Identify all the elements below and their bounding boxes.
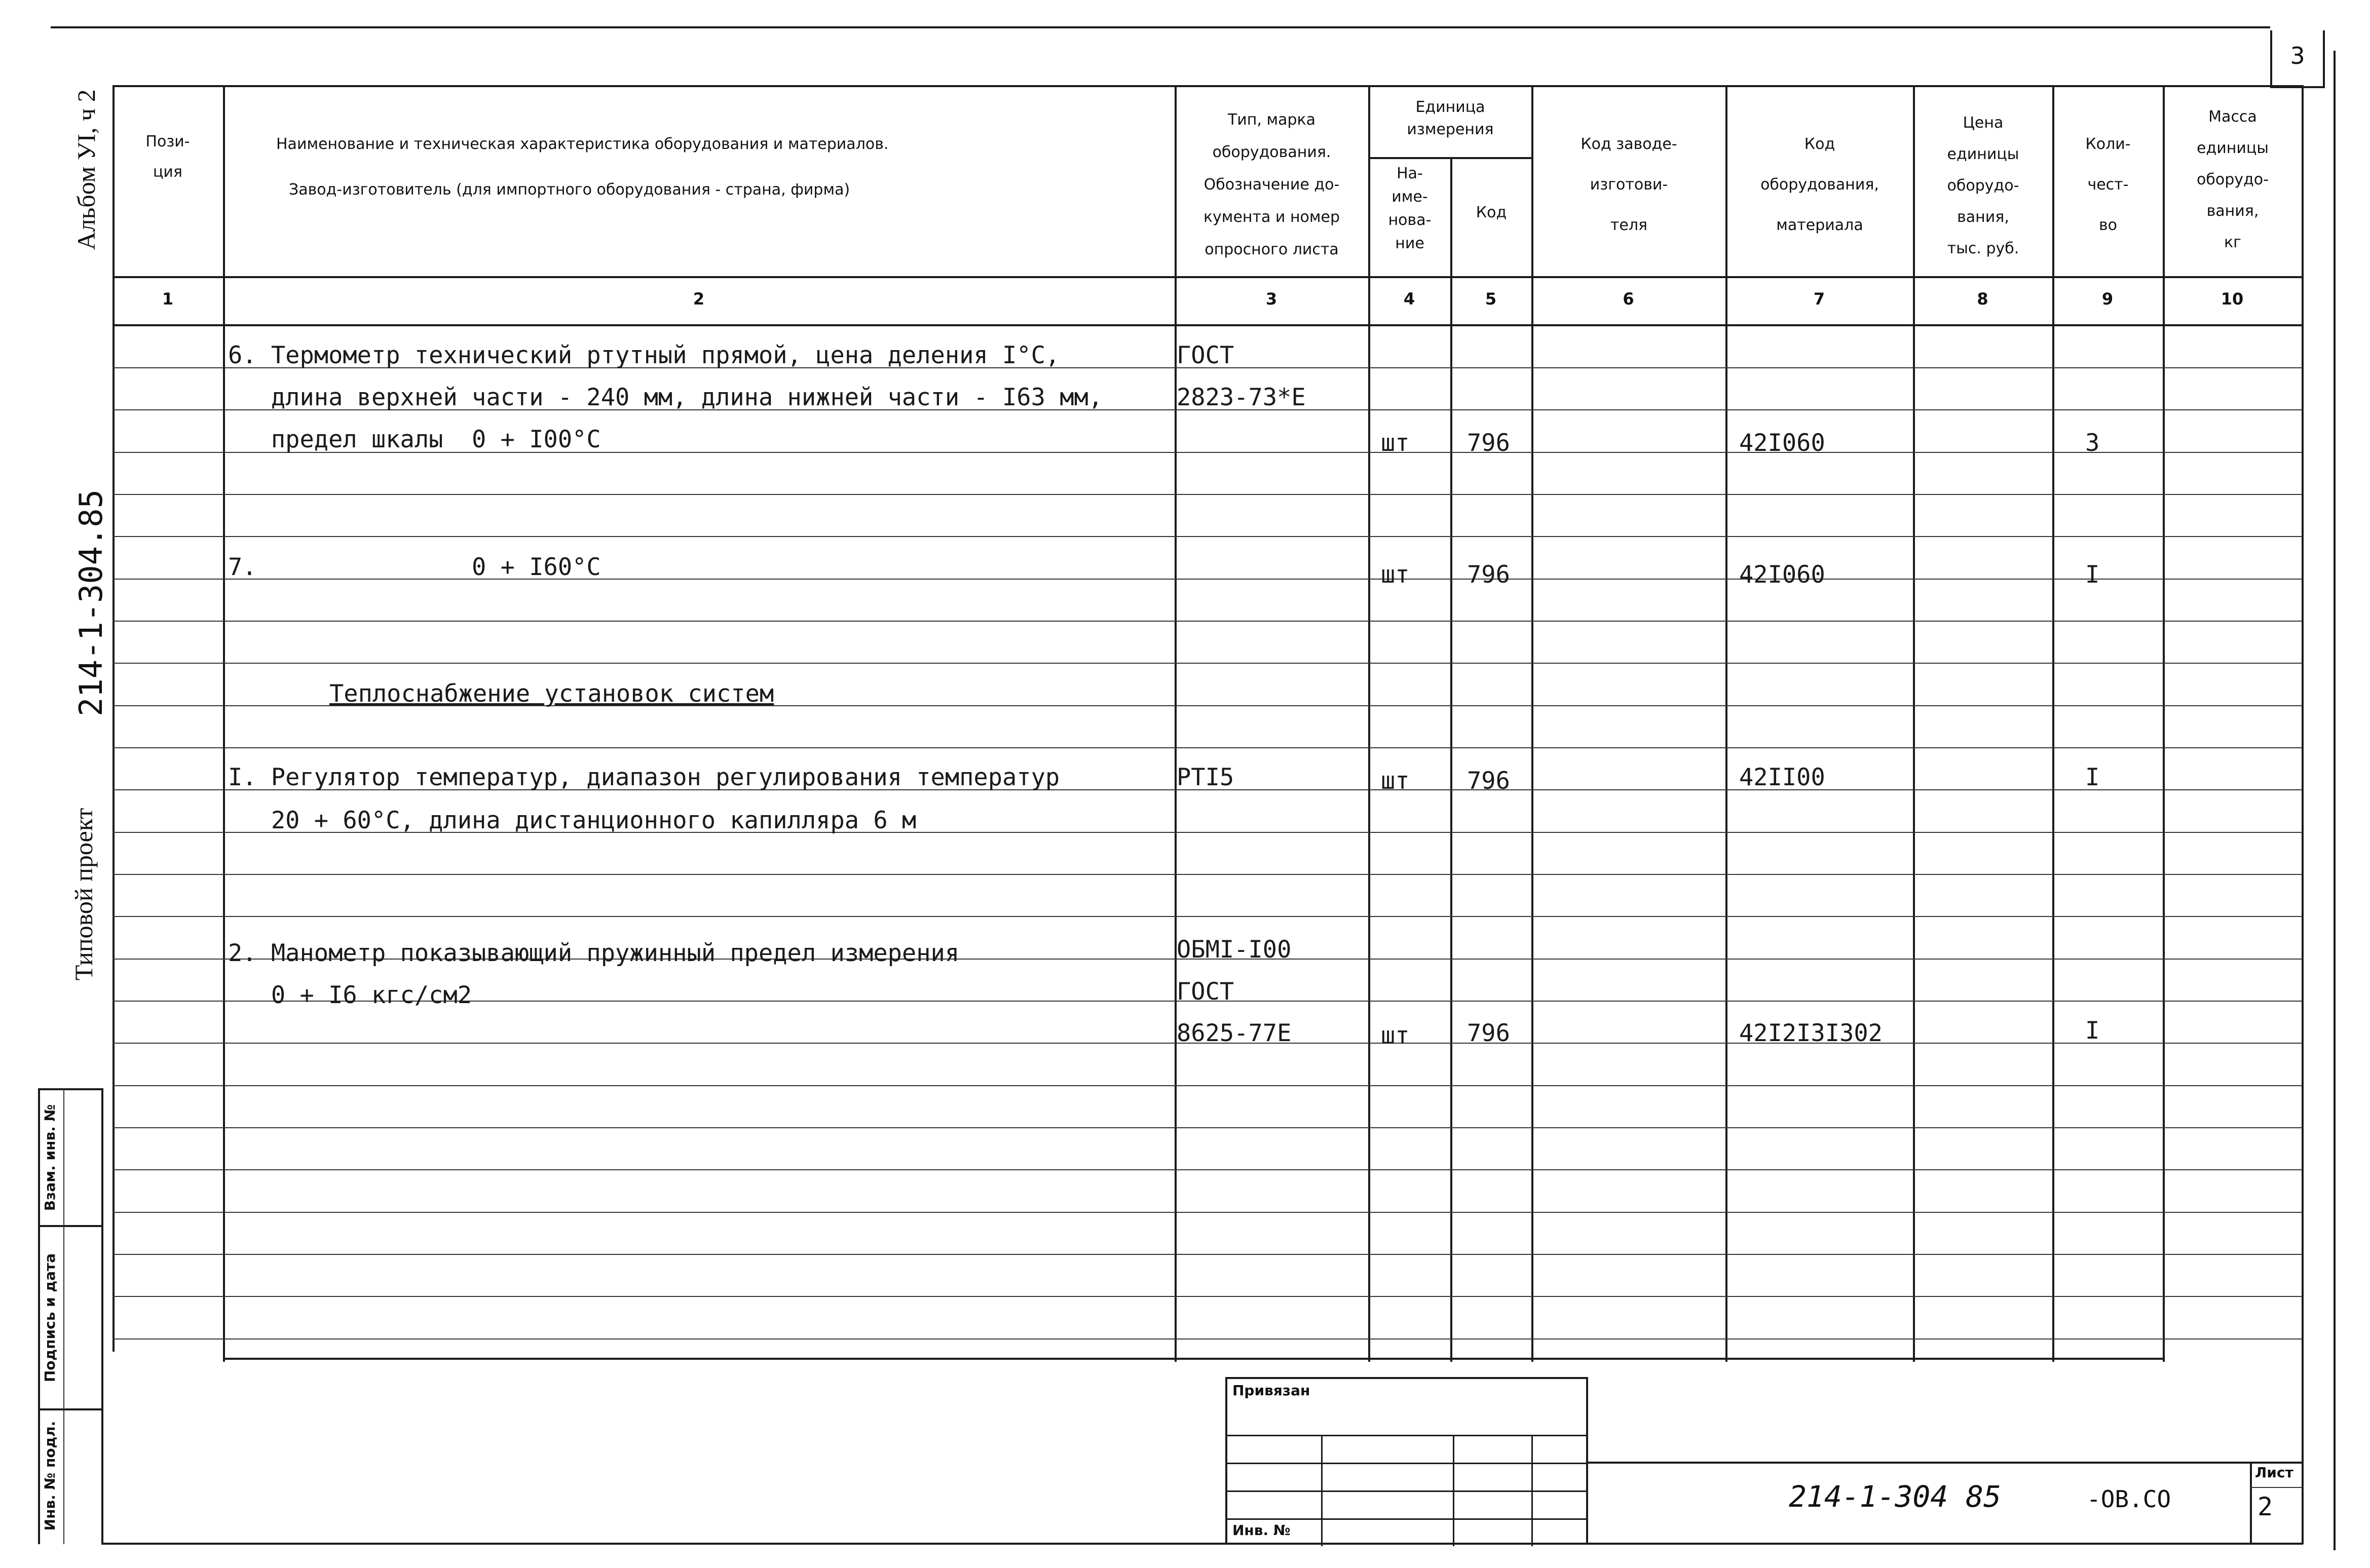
stamp-top xyxy=(38,1088,101,1090)
frame-right xyxy=(2302,85,2304,1544)
row-quantity: I xyxy=(2085,1017,2100,1045)
top-rule xyxy=(51,26,2270,28)
column-number: 4 xyxy=(1403,289,1415,309)
inv-label: Инв. № xyxy=(1232,1522,1291,1539)
header-mass: Масса единицы оборудо- вания, кг xyxy=(2197,108,2269,251)
stamp-left-edge xyxy=(38,1088,40,1544)
sheet-label: Лист xyxy=(2255,1464,2293,1481)
row-equipment-code: 42II00 xyxy=(1739,763,1825,791)
sheet-label-rule xyxy=(2250,1487,2302,1488)
header-unit-group: Единица измерения xyxy=(1407,98,1494,138)
header-name-line2: Завод-изготовитель (для импортного оборудования - страна, фирма) xyxy=(289,181,850,199)
header-position: Пози- ция xyxy=(145,133,190,181)
outer-right-rule xyxy=(2334,51,2336,1550)
header-unit-code: Код xyxy=(1476,204,1507,221)
row-name: 2. Манометр показывающий пружинный предел измерения xyxy=(228,939,960,967)
doc-suffix: -ОВ.СО xyxy=(2087,1485,2171,1513)
row-name: длина верхней части - 240 мм, длина нижней части - I63 мм, xyxy=(228,384,1103,411)
row-quantity: I xyxy=(2085,561,2100,589)
row-equipment-code: 42I060 xyxy=(1739,429,1825,457)
column-number: 8 xyxy=(1977,289,1988,309)
row-name: 6. Термометр технический ртутный прямой, цена деления I°С, xyxy=(228,341,1060,369)
header-equipment-code: Код оборудования, материала xyxy=(1760,135,1879,234)
row-unit: шт xyxy=(1381,561,1410,589)
column-number: 10 xyxy=(2221,289,2244,309)
bound-label: Привязан xyxy=(1232,1382,1310,1399)
header-type: Тип, марка оборудования. Обозначение до- кумента и номер опросного листа xyxy=(1203,111,1340,258)
row-name: I. Регулятор температур, диапазон регулирования температур xyxy=(228,763,1060,791)
row-doc: PTI5 xyxy=(1177,763,1234,791)
header-name-line1: Наименование и техническая характеристика оборудования и материалов. xyxy=(276,135,889,153)
stamp-replace-inv: Взам. инв. № xyxy=(42,1104,58,1211)
section-heading: Теплоснабжение установок систем xyxy=(329,680,774,708)
stamp-orig-inv: Инв. № подл. xyxy=(42,1421,58,1531)
header-quantity: Коли- чест- во xyxy=(2085,135,2131,234)
column-number: 9 xyxy=(2101,289,2114,309)
row-doc: ГОСТ xyxy=(1177,341,1234,369)
row-equipment-code: 42I060 xyxy=(1739,561,1825,589)
row-unit: шт xyxy=(1381,1022,1410,1050)
bound-stamp xyxy=(1225,1377,1588,1543)
col-divider-4 xyxy=(1450,157,1452,1362)
project-type-label: Типовой проект xyxy=(69,808,98,981)
row-doc: ГОСТ xyxy=(1177,978,1234,1006)
table-bottom-rule xyxy=(223,1358,2164,1360)
stamp-right-edge xyxy=(101,1088,103,1544)
row-doc: ОБМI-I00 xyxy=(1177,936,1292,964)
column-number: 1 xyxy=(162,289,174,309)
frame-left xyxy=(112,85,115,1352)
row-unit-code: 796 xyxy=(1467,429,1510,457)
stamp-inner-line xyxy=(63,1088,64,1544)
row-quantity: 3 xyxy=(2085,429,2100,457)
row-equipment-code: 42I2I3I302 xyxy=(1739,1019,1883,1047)
sheet-cell-divider xyxy=(2250,1462,2252,1543)
row-doc: 2823-73*Е xyxy=(1177,384,1306,411)
column-number: 2 xyxy=(693,289,705,309)
row-unit-code: 796 xyxy=(1467,561,1510,589)
header-bottom-rule xyxy=(112,276,2302,278)
row-doc: 8625-77Е xyxy=(1177,1019,1292,1047)
column-number: 3 xyxy=(1265,289,1277,309)
row-name: 0 + I6 кгс/см2 xyxy=(228,981,472,1009)
corner-sheet-number: 3 xyxy=(2290,42,2305,69)
row-unit: шт xyxy=(1381,767,1410,795)
row-quantity: I xyxy=(2085,763,2100,791)
header-price: Цена единицы оборудо- вания, тыс. руб. xyxy=(1947,114,2019,257)
frame-bottom xyxy=(101,1543,2303,1545)
project-code-label: 214-1-304.85 xyxy=(72,489,109,716)
corner-box xyxy=(2270,30,2325,88)
frame-top xyxy=(112,85,2302,87)
column-number: 6 xyxy=(1623,289,1634,309)
doc-code: 214-1-304 85 xyxy=(1789,1479,2002,1514)
album-label: Альбом УI, ч 2 xyxy=(72,89,100,250)
column-number: 5 xyxy=(1485,289,1497,309)
unit-group-rule xyxy=(1368,157,1531,159)
row-unit: шт xyxy=(1381,429,1410,457)
title-block-rule xyxy=(1588,1462,2302,1464)
header-maker-code: Код заводе- изготови- теля xyxy=(1581,135,1677,234)
row-name: предел шкалы 0 + I00°С xyxy=(228,426,601,453)
row-name: 20 + 60°С, длина дистанционного капилляра 6 м xyxy=(228,807,917,834)
column-number: 7 xyxy=(1813,289,1825,309)
stamp-signature-date: Подпись и дата xyxy=(42,1253,58,1383)
colnum-bottom-rule xyxy=(112,324,2302,326)
row-unit-code: 796 xyxy=(1467,1019,1510,1047)
row-name: 7. 0 + I60°С xyxy=(228,553,601,581)
row-unit-code: 796 xyxy=(1467,767,1510,795)
header-unit-name: На- име- нова- ние xyxy=(1388,165,1432,252)
sheet-number: 2 xyxy=(2258,1492,2273,1521)
